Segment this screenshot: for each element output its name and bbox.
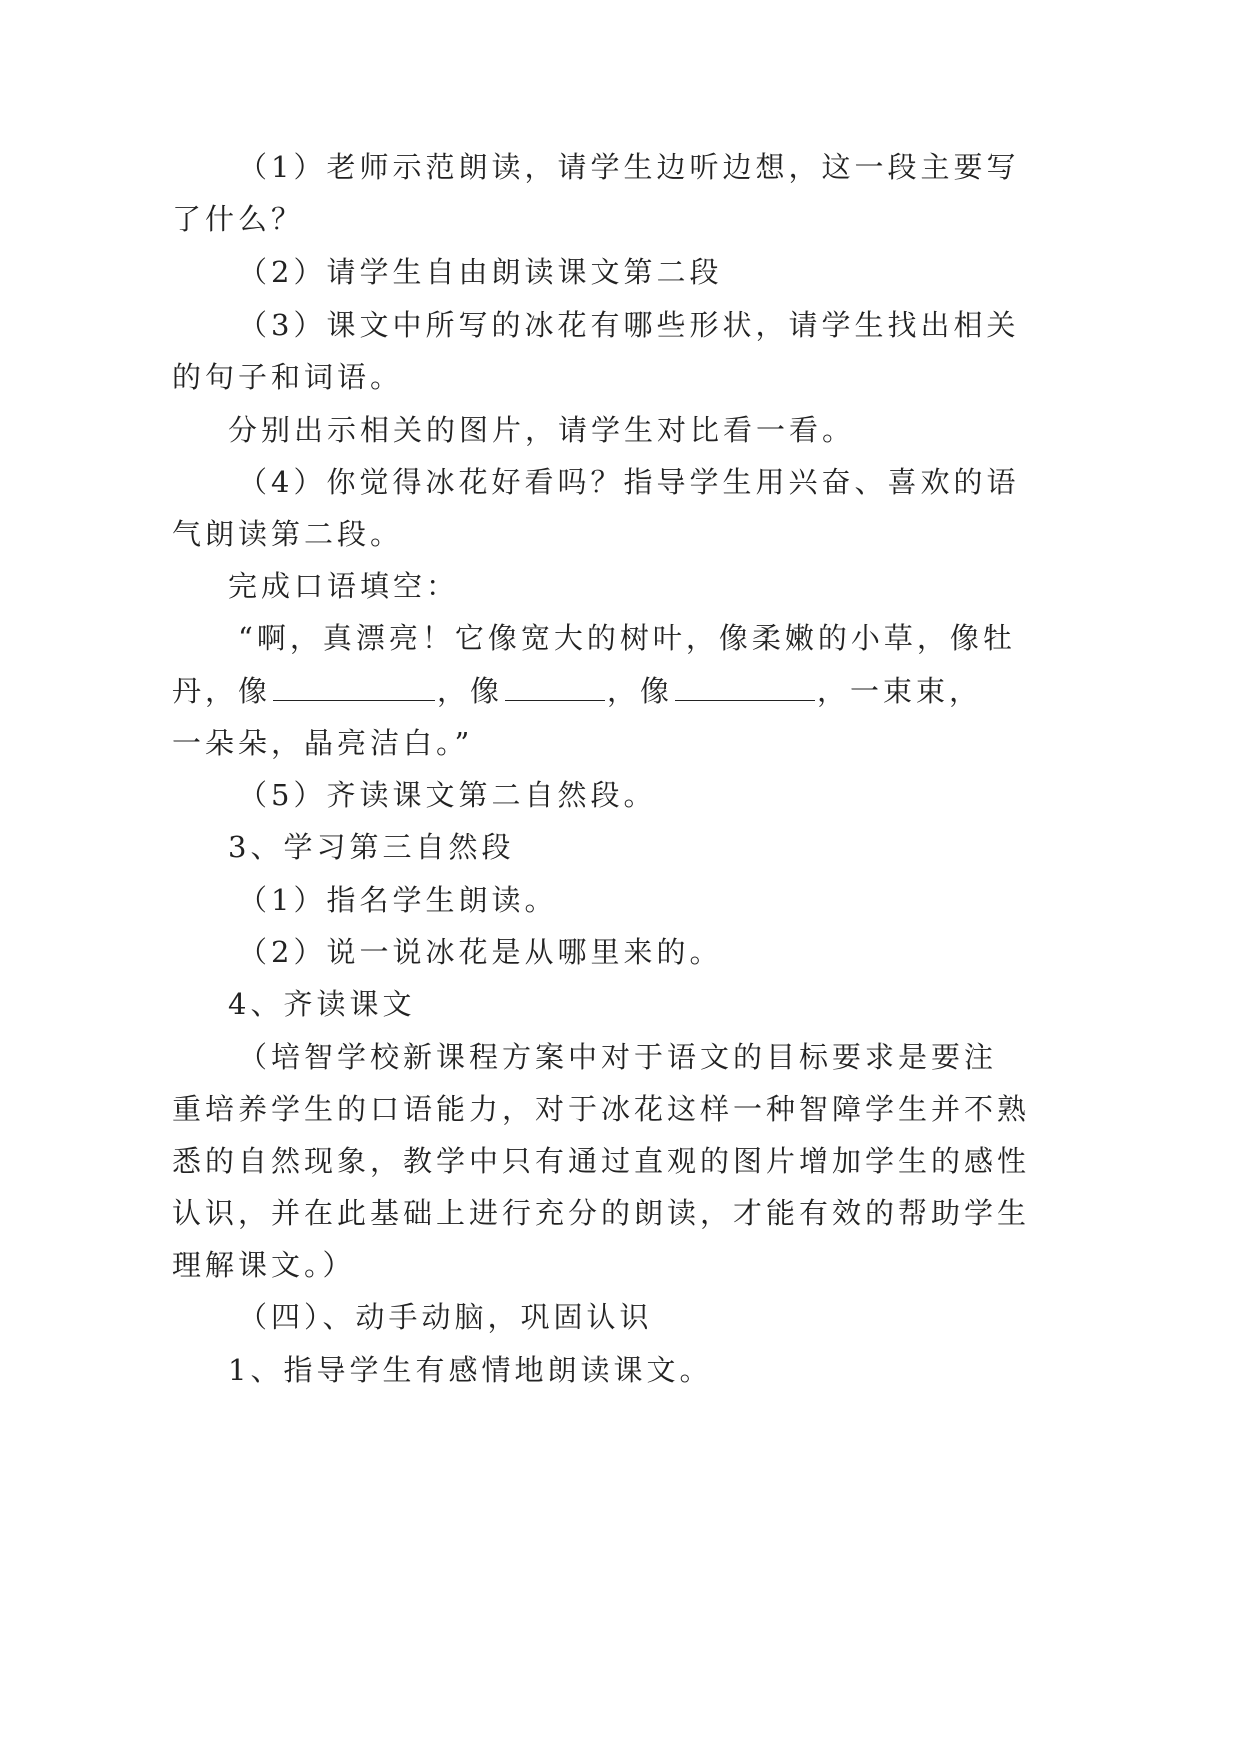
- paragraph-line: 一朵朵，晶亮洁白。”: [172, 726, 474, 760]
- paragraph-line: 了什么？: [172, 202, 305, 236]
- paragraph-line: （培智学校新课程方案中对于语文的目标要求是要注: [238, 1040, 998, 1074]
- paragraph-line: （4）你觉得冰花好看吗？指导学生用兴奋、喜欢的语: [238, 465, 1020, 499]
- paragraph-line: （1）老师示范朗读，请学生边听边想，这一段主要写: [238, 150, 1020, 184]
- paragraph-line: 悉的自然现象，教学中只有通过直观的图片增加学生的感性: [172, 1144, 1031, 1178]
- paragraph-line: 重培养学生的口语能力，对于冰花这样一种智障学生并不熟: [172, 1092, 1031, 1126]
- blank-line: [675, 672, 815, 701]
- paragraph-line: “啊，真漂亮！它像宽大的树叶，像柔嫩的小草，像牡: [238, 621, 1016, 655]
- fill-in-blank-line: [172, 671, 982, 711]
- section-heading: （四）、动手动脑，巩固认识: [238, 1300, 653, 1334]
- paragraph-line: （3）课文中所写的冰花有哪些形状，请学生找出相关: [238, 308, 1020, 342]
- paragraph-line: （2）请学生自由朗读课文第二段: [238, 255, 723, 289]
- paragraph-line: 4、齐读课文: [228, 987, 416, 1021]
- paragraph-line: 分别出示相关的图片，请学生对比看一看。: [228, 413, 856, 447]
- paragraph-line: （5）齐读课文第二自然段。: [238, 778, 657, 812]
- blank-line: [505, 672, 605, 701]
- paragraph-line: 认识，并在此基础上进行充分的朗读，才能有效的帮助学生: [172, 1196, 1031, 1230]
- text-segment: ，像: [607, 674, 674, 708]
- paragraph-line: 气朗读第二段。: [172, 517, 404, 551]
- paragraph-line: 1、指导学生有感情地朗读课文。: [228, 1353, 713, 1387]
- text-segment: ，像: [437, 674, 504, 708]
- paragraph-line: （2）说一说冰花是从哪里来的。: [238, 935, 723, 969]
- paragraph-line: 3、学习第三自然段: [228, 830, 515, 864]
- text-segment: 丹，像: [172, 674, 272, 708]
- paragraph-line: 完成口语填空：: [228, 569, 460, 603]
- paragraph-line: 理解课文。）: [172, 1248, 356, 1282]
- blank-line: [273, 672, 435, 701]
- text-segment: ，一束束，: [817, 674, 983, 708]
- paragraph-line: 的句子和词语。: [172, 360, 404, 394]
- paragraph-line: （1）指名学生朗读。: [238, 883, 558, 917]
